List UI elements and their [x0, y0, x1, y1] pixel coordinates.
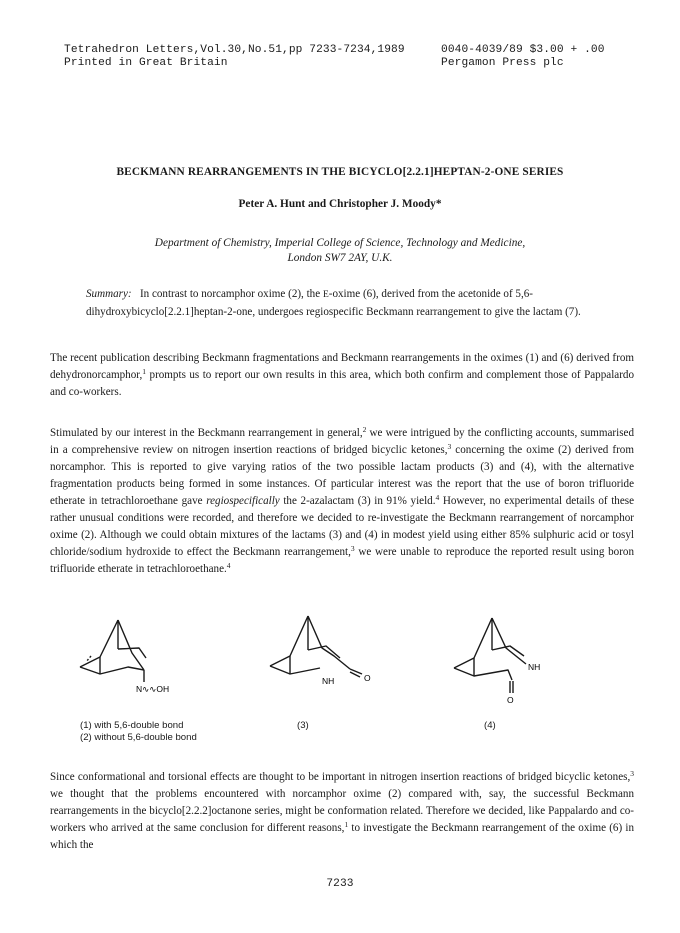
page-number: 7233 [326, 878, 354, 890]
oxime-structure-drawing [78, 612, 198, 702]
reference-4b: 4 [226, 561, 231, 570]
reference-3c: 3 [630, 769, 634, 778]
journal-header-left [64, 44, 405, 70]
paragraph-3-text-c: to investigate the Beckmann rearrangement of the oxime (6) in which the [50, 822, 634, 851]
paragraph-1-text-b: prompts us to report our own results in this area, which both confirm and complement those of Pappalardo and co-workers. [50, 369, 634, 398]
summary-text-b: -oxime (6), derived from the acetonide of 5,6-dihydroxybicyclo[2.2.1]heptan-2-one, undergoes regiospecific Beckmann rearrangement to give the lactam (7). [86, 288, 581, 318]
paragraph-2-text-a: Stimulated by our interest in the Beckmann rearrangement in general, [50, 427, 363, 439]
paragraph-2 [50, 425, 634, 578]
publisher: Pergamon Press plc [441, 57, 564, 69]
affiliation [0, 236, 680, 266]
structure-lactam-3 [264, 606, 384, 696]
summary-text-a: In contrast to norcamphor oxime (2), the [139, 288, 323, 300]
affiliation-line-2: London SW7 2AY, U.K. [287, 252, 393, 264]
reference-1b: 1 [344, 820, 349, 829]
paragraph-2-italic: regiospecifically [206, 495, 280, 507]
oxime-label: N∿∿OH [136, 684, 170, 694]
caption-4: (4) [484, 720, 496, 731]
printed-in: Printed in Great Britain [64, 57, 228, 69]
paragraph-2-text-b: we were intrigued by the conflicting accounts, summarised in a comprehensive review on nitrogen insertion reactions of bridged bicyclic ketones, [50, 427, 634, 456]
caption-2: (2) without 5,6-double bond [80, 731, 197, 743]
journal-citation: Tetrahedron Letters,Vol.30,No.51,pp 7233-7234,1989 [64, 44, 405, 56]
caption-3: (3) [297, 720, 309, 731]
paragraph-1-text-a: The recent publication describing Beckmann fragmentations and Beckmann rearrangements in the oximes (1) and (6) derived from dehydronorcamphor, [50, 352, 634, 381]
paragraph-3 [50, 769, 634, 854]
paragraph-2-text-f: we were unable to reproduce the reported result using boron trifluoride etherate in tetrachloroethane. [50, 546, 634, 575]
reference-3b: 3 [350, 544, 355, 553]
paragraph-2-text-c: concerning the oxime (2) derived from norcamphor. This is reported to give varying ratios of the two possible lactam products (3) and (4), with the alternative fragmentation products being formed in some instances. Of particular interest was the report that the use of boron trifluoride etherate in tetrachloroethane gave [50, 444, 634, 507]
caption-1-2 [80, 720, 197, 743]
summary [86, 286, 606, 321]
lactam-3-structure-drawing [264, 606, 384, 696]
lactam-4-nh: NH [528, 662, 541, 672]
paragraph-2-text-d: the 2-azalactam (3) in 91% yield. [279, 495, 436, 507]
caption-1: (1) with 5,6-double bond [80, 720, 184, 731]
lactam-4-oxygen: O [507, 695, 514, 705]
paragraph-3-text-a: Since conformational and torsional effects are thought to be important in nitrogen insertion reactions of bridged bicyclic ketones, [50, 771, 631, 783]
reference-2: 2 [362, 425, 367, 434]
paragraph-3-text-b: we thought that the problems encountered with norcamphor oxime (2) compared with, say, the successful Beckmann rearrangements in the bicyclo[2.2.2]octanone series, might be conformation related. Therefore we decided, like Pappalardo and co-workers who arrived at the same conclusion for different reasons, [50, 788, 634, 834]
paper-title: BECKMANN REARRANGEMENTS IN THE BICYCLO[2.2.1]HEPTAN-2-ONE SERIES [116, 166, 564, 178]
affiliation-line-1: Department of Chemistry, Imperial College of Science, Technology and Medicine, [154, 237, 526, 249]
structure-lactam-4 [448, 608, 568, 708]
summary-label: Summary: [86, 288, 132, 300]
paragraph-1 [50, 350, 634, 401]
lactam-4-structure-drawing [448, 608, 568, 708]
price-code: 0040-4039/89 $3.00 + .00 [441, 44, 605, 56]
lactam-3-nh: NH [322, 676, 335, 686]
authors: Peter A. Hunt and Christopher J. Moody* [238, 198, 442, 210]
summary-e-label: E [322, 290, 329, 300]
reference-1: 1 [142, 367, 147, 376]
reference-3: 3 [447, 442, 452, 451]
structure-oxime [78, 612, 198, 702]
journal-header-right [441, 44, 605, 70]
reference-4: 4 [435, 493, 440, 502]
paragraph-2-text-e: However, no experimental details of these rather unusual conditions were recorded, and therefore we decided to re-investigate the Beckmann rearrangement of norcamphor oxime (2). Although we could obtain mixtures of the lactams (3) and (4) in modest yield using either 85% sulphuric acid or tosyl chloride/sodium hydroxide to effect the Beckmann rearrangement, [50, 495, 634, 558]
lactam-3-oxygen: O [364, 673, 371, 683]
